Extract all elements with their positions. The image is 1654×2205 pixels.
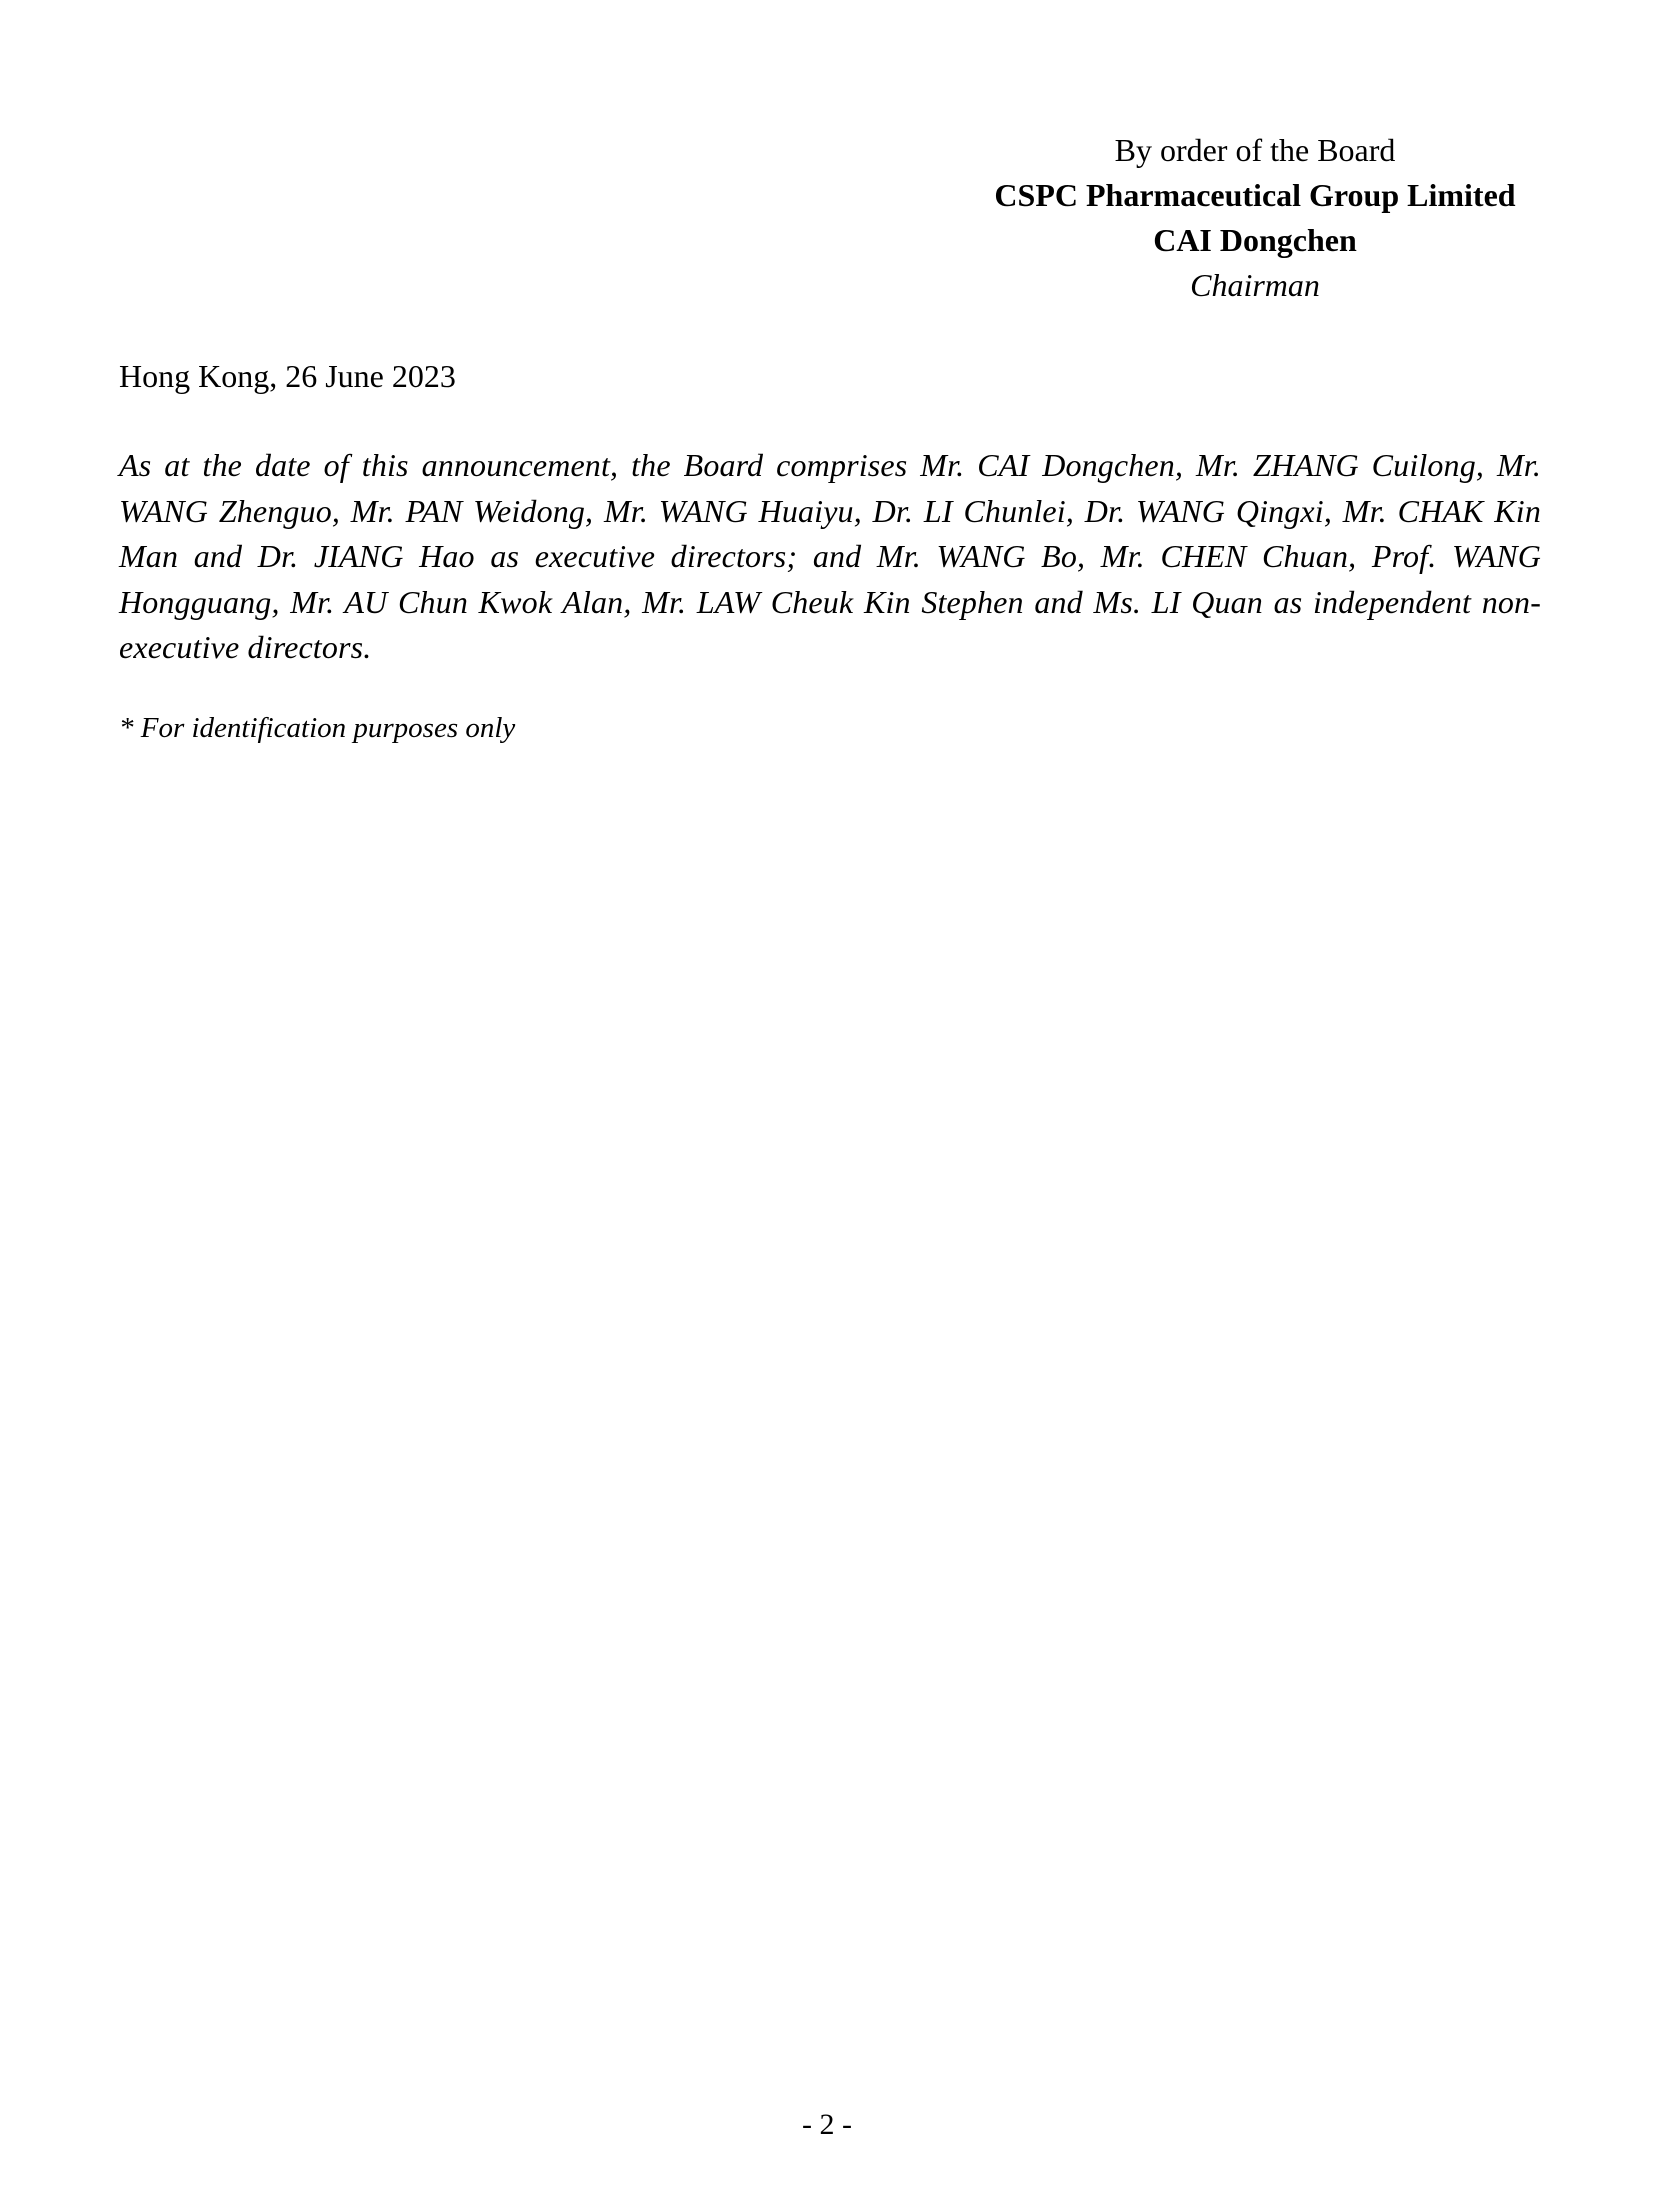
identification-footnote: * For identification purposes only xyxy=(119,712,516,744)
company-name: CSPC Pharmaceutical Group Limited xyxy=(994,177,1516,213)
dateline: Hong Kong, 26 June 2023 xyxy=(119,358,456,394)
page-number: - 2 - xyxy=(802,2108,852,2141)
signatory-title: Chairman xyxy=(1190,267,1320,303)
signatory-name: CAI Dongchen xyxy=(1153,222,1357,258)
board-composition-statement: As at the date of this announcement, the Board comprises Mr. CAI Dongchen, Mr. ZHANG Cuilong, Mr. WANG Zhenguo, Mr. PAN Weidong, Mr. WANG Huaiyu, Dr. LI Chunlei, Dr. WANG Qingxi, Mr. CHAK Kin Man and Dr. JIANG Hao as executive directors; and Mr. WANG Bo, Mr. CHEN Chuan, Prof. WANG Hongguang, Mr. AU Chun Kwok Alan, Mr. LAW Cheuk Kin Stephen and Ms. LI Quan as independent non-executive directors. xyxy=(119,447,1541,666)
signature-block xyxy=(970,128,1540,308)
by-order-of-board: By order of the Board xyxy=(1114,132,1396,168)
